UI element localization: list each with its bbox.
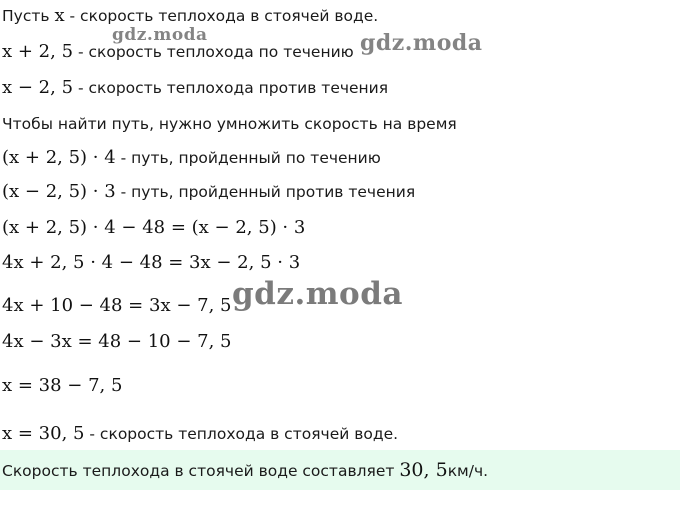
text-fragment: Скорость теплохода в стоячей воде составляет bbox=[2, 462, 400, 480]
solution-line bbox=[2, 424, 398, 444]
text-fragment: км/ч. bbox=[447, 462, 489, 480]
text-fragment: - путь, пройденный по течению bbox=[115, 149, 381, 167]
math-expression: 4x + 2, 5 · 4 − 48 = 3x − 2, 5 · 3 bbox=[2, 252, 301, 273]
text-fragment: - скорость теплохода против течения bbox=[73, 79, 389, 97]
solution-line bbox=[2, 296, 231, 316]
math-expression: x = 30, 5 bbox=[2, 423, 85, 444]
watermark-logo: gdz.moda bbox=[360, 30, 483, 56]
math-expression: 30, 5 bbox=[399, 459, 448, 481]
math-expression: x = 38 − 7, 5 bbox=[2, 375, 123, 396]
math-expression: (x + 2, 5) · 4 − 48 = (x − 2, 5) · 3 bbox=[2, 217, 306, 238]
watermark-logo: gdz.moda bbox=[232, 276, 403, 312]
text-fragment: Пусть bbox=[2, 7, 55, 25]
solution-line bbox=[2, 182, 415, 202]
text-fragment: - скорость теплохода в стоячей воде. bbox=[84, 425, 399, 443]
solution-line bbox=[2, 332, 231, 352]
text-fragment: - скорость теплохода по течению bbox=[73, 43, 354, 61]
math-expression: x − 2, 5 bbox=[2, 77, 74, 98]
solution-line bbox=[2, 148, 381, 168]
solution-line bbox=[2, 6, 378, 26]
solution-line bbox=[2, 114, 457, 134]
solution-line bbox=[2, 42, 354, 62]
math-expression: (x + 2, 5) · 4 bbox=[2, 147, 116, 168]
answer-line bbox=[2, 460, 488, 481]
text-fragment: - скорость теплохода в стоячей воде. bbox=[64, 7, 379, 25]
solution-line bbox=[2, 218, 305, 238]
solution-line bbox=[2, 253, 300, 273]
math-expression: x bbox=[54, 5, 65, 26]
watermark-logo: gdz.moda bbox=[112, 25, 208, 45]
answer-box bbox=[0, 450, 680, 490]
solution-line bbox=[2, 78, 388, 98]
text-fragment: Чтобы найти путь, нужно умножить скорость на время bbox=[2, 115, 457, 133]
math-expression: (x − 2, 5) · 3 bbox=[2, 181, 116, 202]
math-expression: 4x − 3x = 48 − 10 − 7, 5 bbox=[2, 331, 232, 352]
text-fragment: - путь, пройденный против течения bbox=[115, 183, 416, 201]
math-expression: 4x + 10 − 48 = 3x − 7, 5 bbox=[2, 295, 232, 316]
solution-line bbox=[2, 376, 122, 396]
math-expression: x + 2, 5 bbox=[2, 41, 74, 62]
